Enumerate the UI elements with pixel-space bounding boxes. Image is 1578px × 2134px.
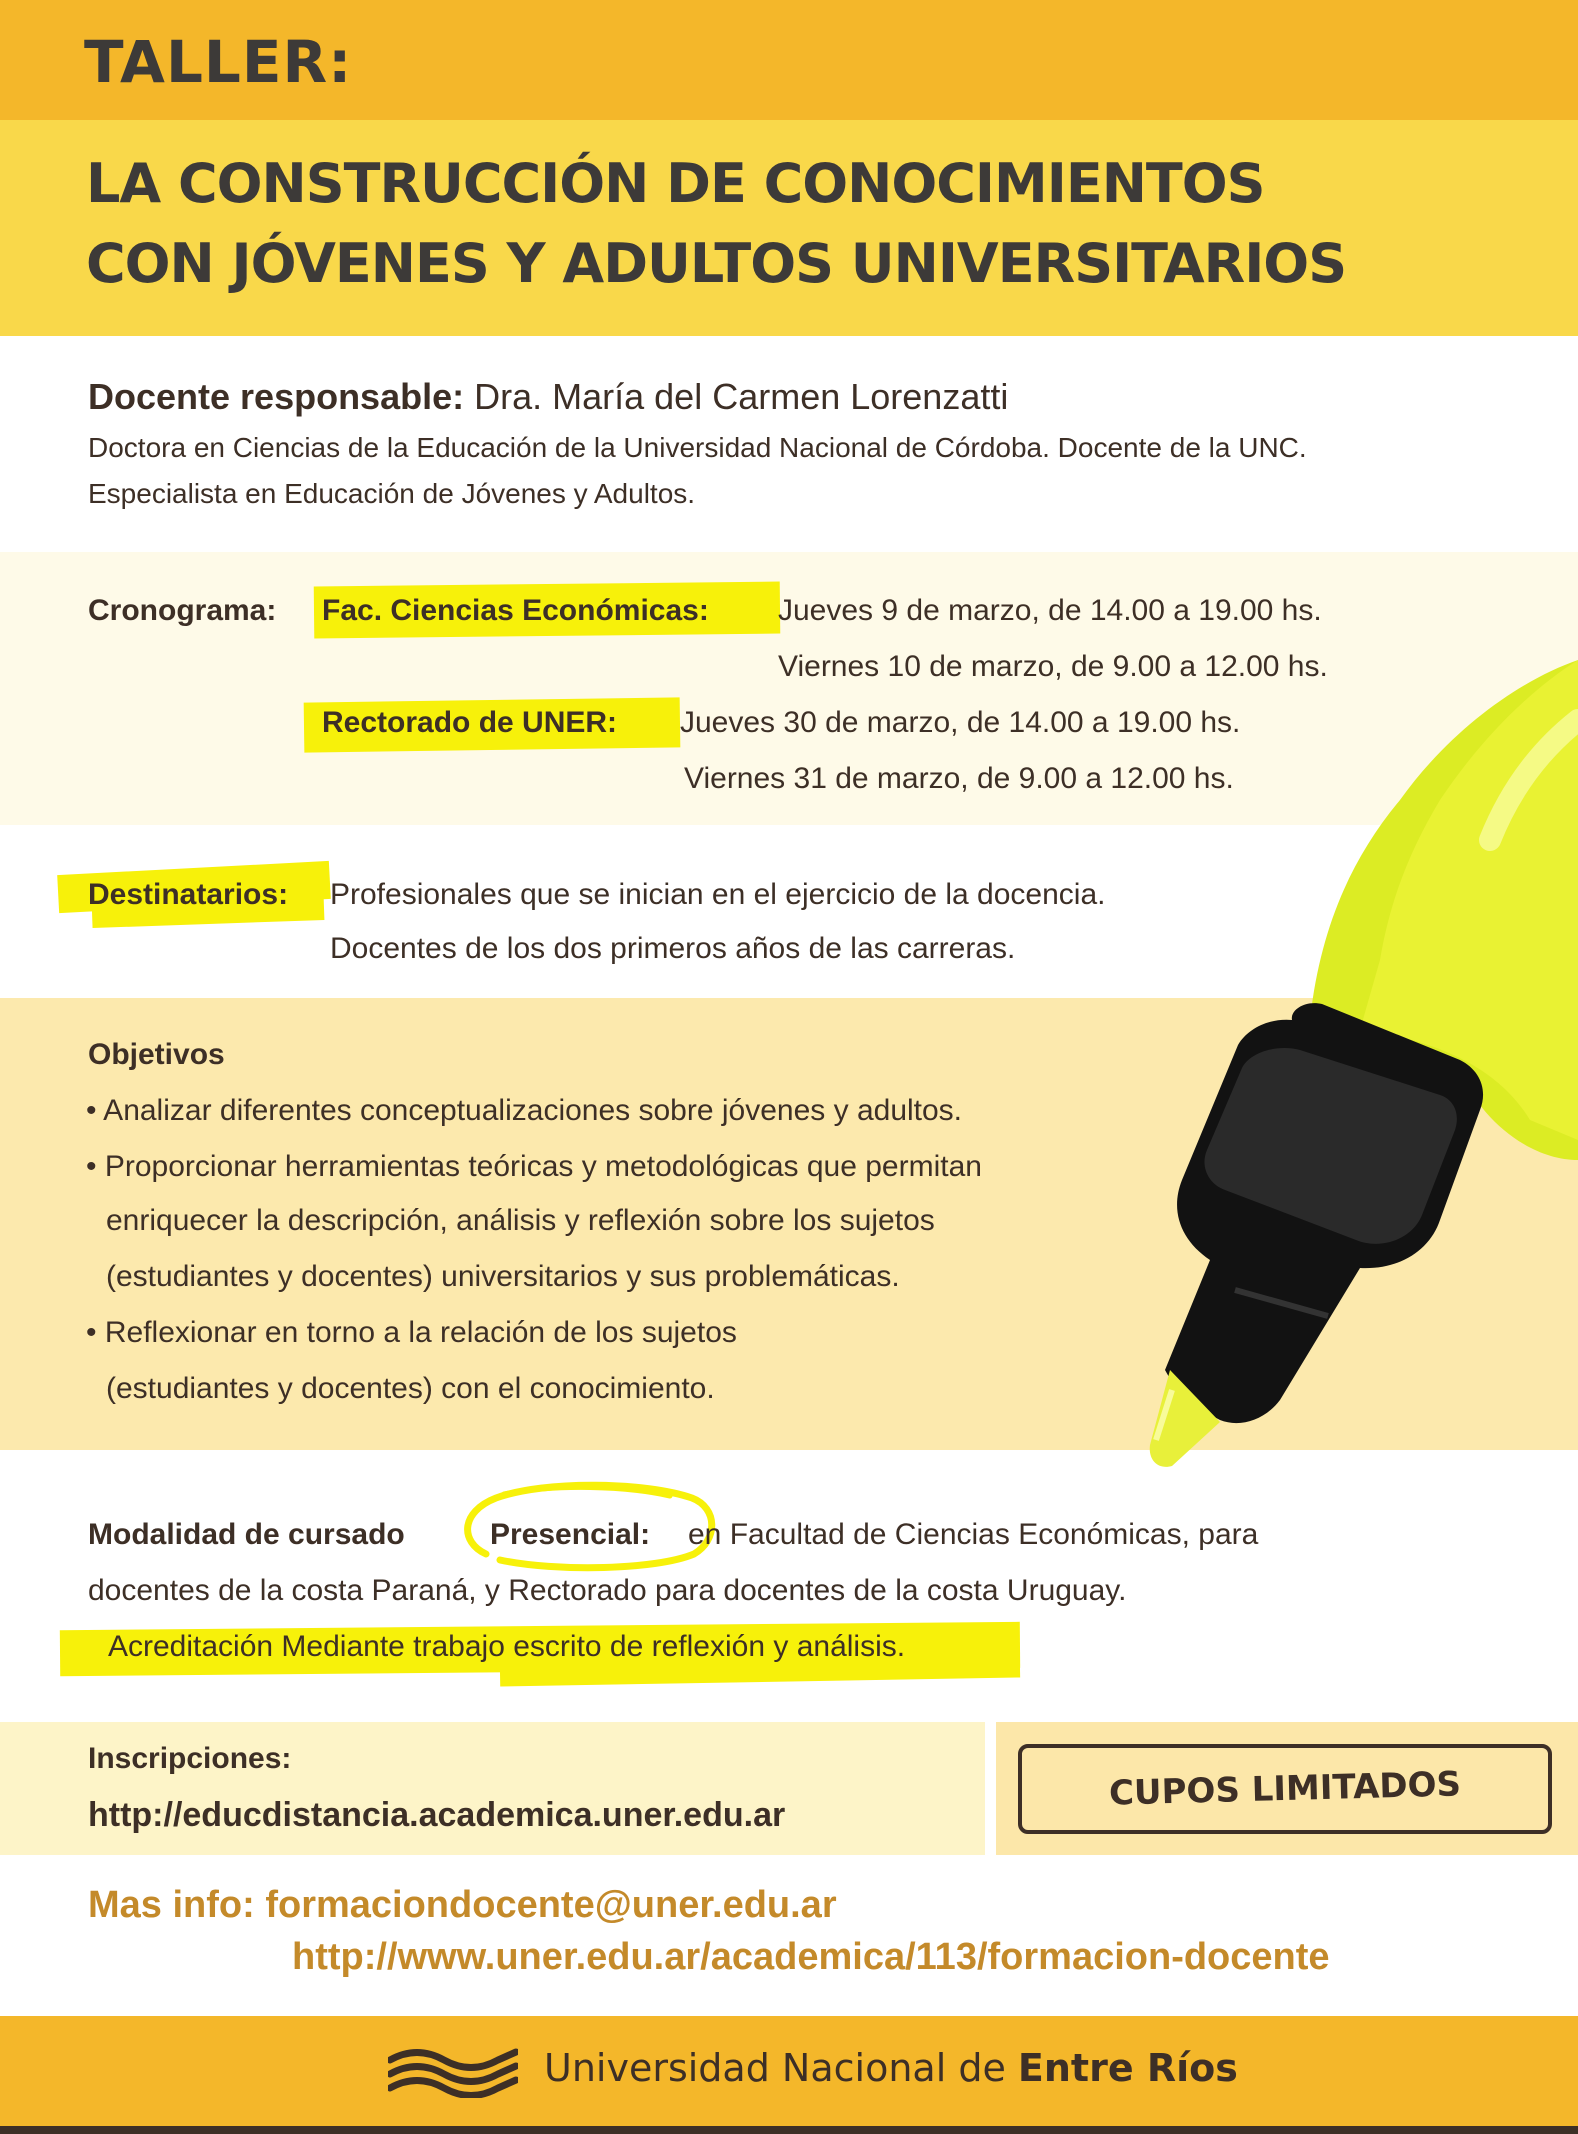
docente-bio-line-2: Especialista en Educación de Jóvenes y Adultos.: [88, 478, 696, 509]
objetivo-line-3: enriquecer la descripción, análisis y reflexión sobre los sujetos: [106, 1204, 935, 1237]
footer-university-name: [544, 2046, 1238, 2090]
inscripciones-label: Inscripciones:: [88, 1742, 292, 1775]
footer-university-bold: Entre Ríos: [1017, 2046, 1238, 2090]
objetivo-line-4: (estudiantes y docentes) universitarios y sus problemáticas.: [106, 1260, 900, 1293]
destinatarios-label: Destinatarios:: [88, 878, 289, 911]
acreditacion-line: Acreditación Mediante trabajo escrito de reflexión y análisis.: [108, 1630, 906, 1663]
footer-university-prefix: Universidad Nacional de: [544, 2046, 1018, 2090]
title-line-2: CON JÓVENES Y ADULTOS UNIVERSITARIOS: [86, 232, 1347, 295]
docente-name: Dra. María del Carmen Lorenzatti: [474, 376, 1009, 417]
mas-info-url[interactable]: http://www.uner.edu.ar/academica/113/formacion-docente: [292, 1936, 1330, 1978]
modalidad-line-1: en Facultad de Ciencias Económicas, para: [688, 1518, 1259, 1551]
cupos-limitados-label: CUPOS LIMITADOS: [1108, 1764, 1462, 1814]
objetivo-line-6: (estudiantes y docentes) con el conocimiento.: [106, 1372, 715, 1405]
destinatarios-line-2: Docentes de los dos primeros años de las carreras.: [330, 932, 1016, 965]
sede-fac-name: Fac. Ciencias Económicas:: [322, 594, 709, 627]
highlighter-marker-icon: [1060, 600, 1578, 1500]
sede-fac-date-2: Viernes 10 de marzo, de 9.00 a 12.00 hs.: [778, 650, 1328, 683]
uner-waves-logo-icon: [388, 2048, 518, 2098]
modalidad-line-2: docentes de la costa Paraná, y Rectorado para docentes de la costa Uruguay.: [88, 1574, 1127, 1607]
modalidad-label: Modalidad de cursado: [88, 1518, 405, 1551]
objetivo-line-2: • Proporcionar herramientas teóricas y metodológicas que permitan: [86, 1150, 982, 1183]
docente-label: Docente responsable:: [88, 376, 465, 417]
taller-label: TALLER:: [84, 28, 353, 96]
destinatarios-line-1: Profesionales que se inician en el ejercicio de la docencia.: [330, 878, 1106, 911]
sede-rectorado-date-2: Viernes 31 de marzo, de 9.00 a 12.00 hs.: [684, 762, 1234, 795]
title-line-1: LA CONSTRUCCIÓN DE CONOCIMIENTOS: [86, 152, 1265, 215]
cupos-limitados-badge: [1018, 1744, 1552, 1834]
cronograma-label: Cronograma:: [88, 594, 277, 627]
sede-rectorado-date-1: Jueves 30 de marzo, de 14.00 a 19.00 hs.: [680, 706, 1241, 739]
mas-info-email[interactable]: Mas info: formaciondocente@uner.edu.ar: [88, 1884, 837, 1926]
objetivo-line-5: • Reflexionar en torno a la relación de los sujetos: [86, 1316, 737, 1349]
objetivo-line-1: • Analizar diferentes conceptualizaciones sobre jóvenes y adultos.: [86, 1094, 963, 1127]
sede-fac-date-1: Jueves 9 de marzo, de 14.00 a 19.00 hs.: [778, 594, 1322, 627]
sede-rectorado-name: Rectorado de UNER:: [322, 706, 618, 739]
presencial-label: Presencial:: [490, 1518, 651, 1551]
objetivos-title: Objetivos: [88, 1038, 225, 1071]
footer-divider: [0, 2126, 1578, 2134]
docente-bio-line-1: Doctora en Ciencias de la Educación de la Universidad Nacional de Córdoba. Docente de la UNC.: [88, 432, 1307, 463]
inscripciones-link[interactable]: http://educdistancia.academica.uner.edu.ar: [88, 1796, 786, 1834]
docente-line: [88, 376, 1008, 418]
